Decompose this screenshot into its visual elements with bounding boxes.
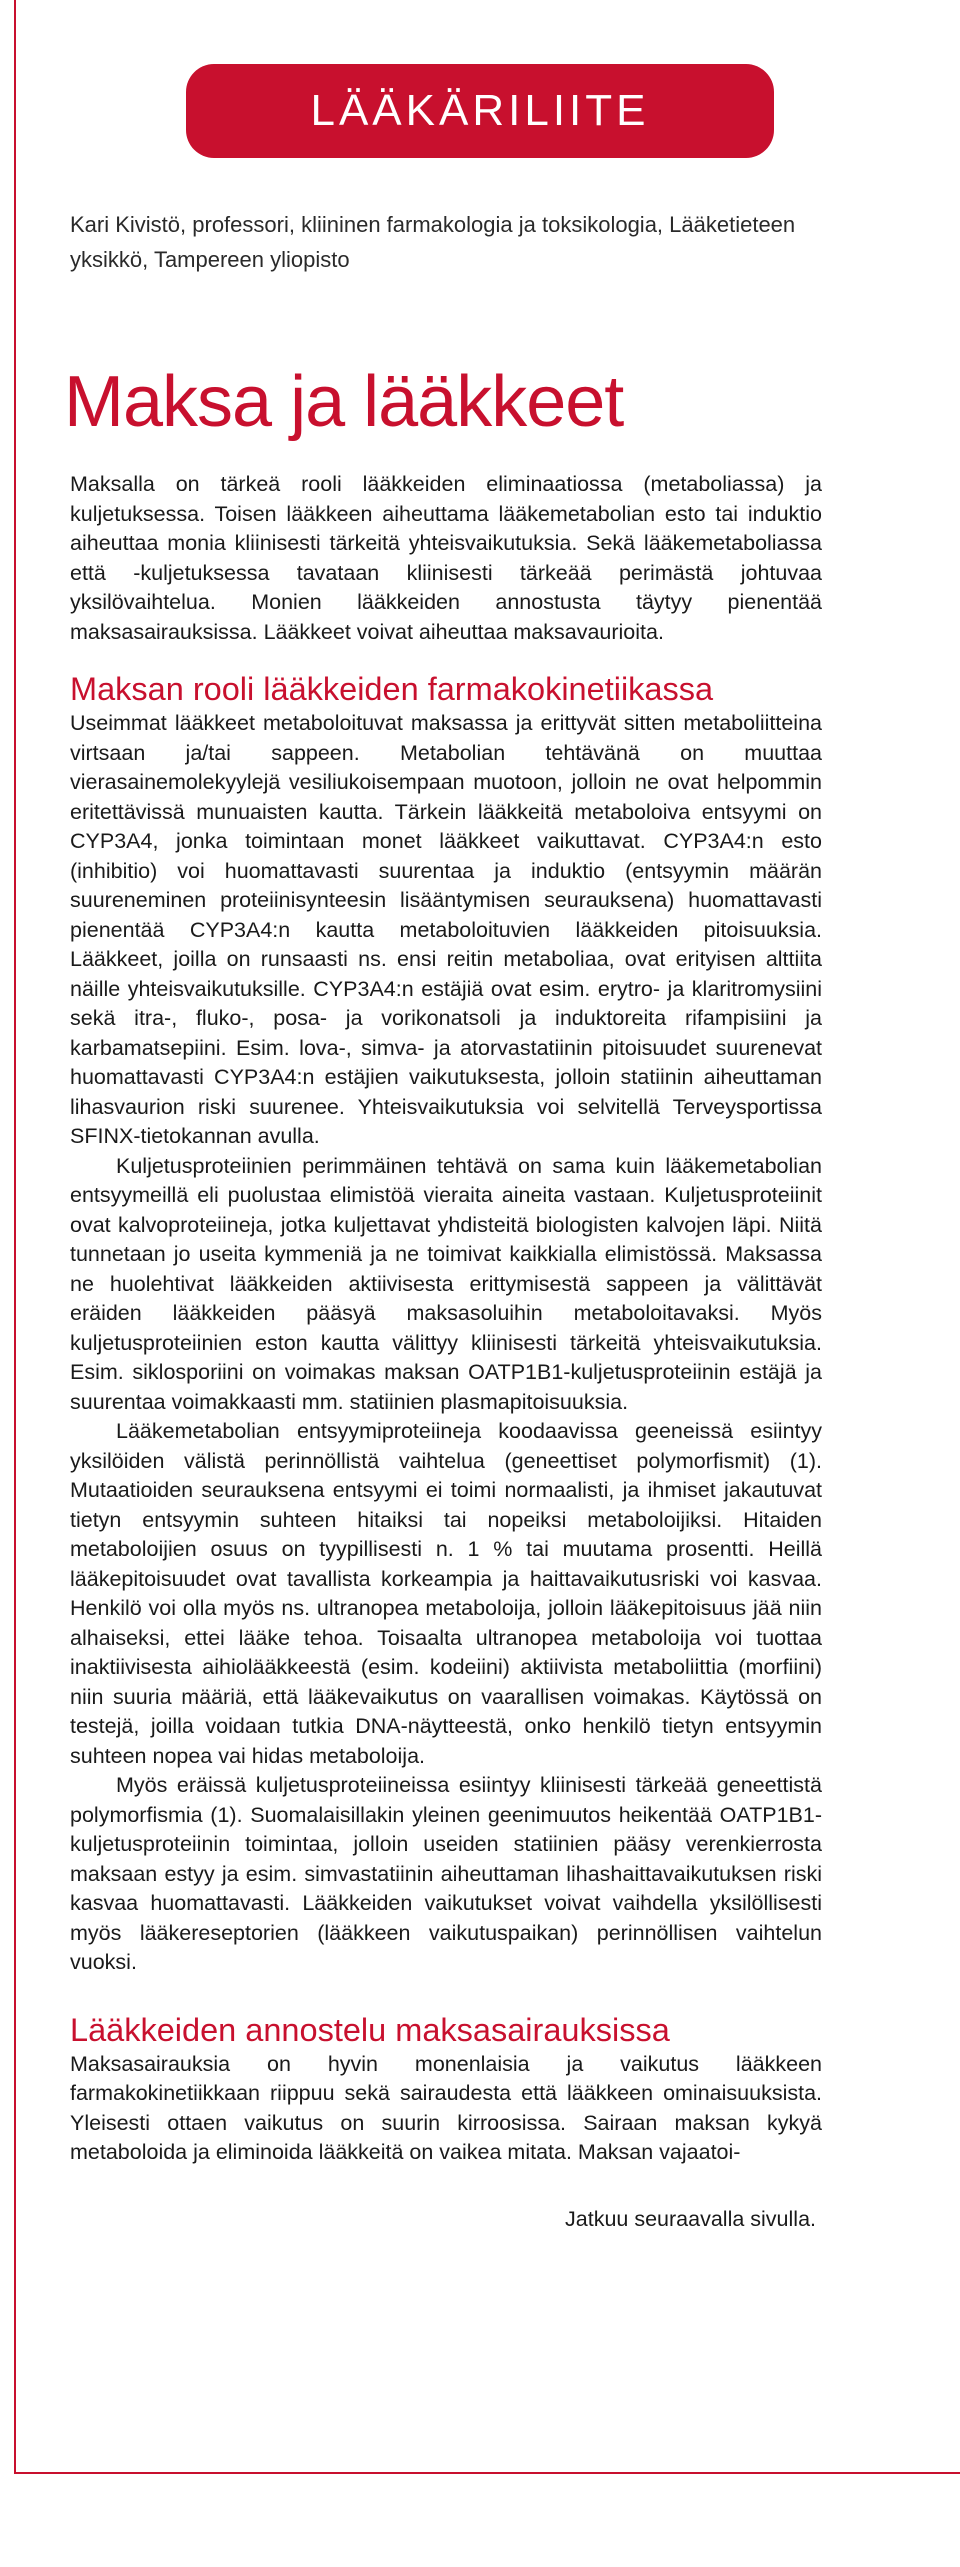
body-paragraph: Myös eräissä kuljetusproteiineissa esiintyy kliinisesti tärkeää geneettistä polymorfismia (1). Suomalaisillakin yleinen geenimuutos heikentää OATP1B1-kuljetusproteiinin toimintaa, jolloin useiden statiinien pääsy verenkierrosta maksaan estyy ja esim. simvastatiinin aiheuttaman lihashaittavaikutuksen riski kasvaa huomattavasti. Lääkkeiden vaikutukset voivat vaihdella yksilöllisesti myös lääkereseptorien (lääkkeen vaikutuspaikan) perinnöllisen vaihtelun vuoksi. <box>70 1773 822 1974</box>
intro-paragraph: Maksalla on tärkeä rooli lääkkeiden eliminaatiossa (metaboliassa) ja kuljetuksessa. Toisen lääkkeen aiheuttama lääkemetabolian esto tai induktio aiheuttaa monia kliinisesti tärkeitä yhteisvaikutuksia. Sekä lääkemetaboliassa että -kuljetuksessa tavataan kliinisesti tärkeää perimästä johtuvaa yksilövaihtelua. Monien lääkkeiden annostusta täytyy pienentää maksasairauksissa. Lääkkeet voivat aiheuttaa maksavaurioita. <box>70 472 822 644</box>
continue-note: Jatkuu seuraavalla sivulla. <box>565 2206 816 2231</box>
page-frame-left-border <box>14 0 16 2474</box>
article-title: Maksa ja lääkkeet <box>64 362 624 442</box>
body-paragraph: Kuljetusproteiinien perimmäinen tehtävä on sama kuin lääkemetabolian entsyymeillä eli puolustaa elimistöä vieraita aineita vastaan. Kuljetusproteiinit ovat kalvoproteiineja, jotka kuljettavat yhdisteitä biologisten kalvojen läpi. Niitä tunnetaan jo useita kymmeniä ja ne toimivat kaikkialla elimistössä. Maksassa ne huolehtivat lääkkeiden aktiivisesta erittymisestä sappeen ja välittävät eräiden lääkkeiden pääsyä maksasoluihin metaboloitavaksi. Myös kuljetusproteiinien eston kautta välittyy kliinisesti tärkeitä yhteisvaikutuksia. Esim. siklosporiini on voimakas maksan OATP1B1-kuljetusproteiinin estäjä ja suurentaa voimakkaasti mm. statiinien plasmapitoisuuksia. <box>70 1153 822 1414</box>
author-byline: Kari Kivistö, professori, kliininen farmakologia ja toksikologia, Lääketieteen yksikkö, Tampereen yliopisto <box>70 212 796 272</box>
banner-label: LÄÄKÄRILIITE <box>310 86 650 135</box>
section-banner <box>186 64 774 158</box>
section-heading-farmakokinetiikka: Maksan rooli lääkkeiden farmakokinetiikassa <box>70 671 714 707</box>
section-heading-annostelu: Lääkkeiden annostelu maksasairauksissa <box>70 2011 670 2048</box>
page-frame-bottom-border <box>14 2472 960 2474</box>
body-paragraph: Maksasairauksia on hyvin monenlaisia ja vaikutus lääkkeen farmakokinetiikkaan riippuu sekä sairaudesta että lääkkeen ominaisuuksista. Yleisesti ottaen vaikutus on suurin kirroosissa. Sairaan maksan kykyä metaboloida ja eliminoida lääkkeitä on vaikea mitata. Maksan vajaatoi- <box>70 2051 822 2164</box>
article-body <box>70 470 822 2234</box>
body-paragraph: Useimmat lääkkeet metaboloituvat maksassa ja erittyvät sitten metaboliitteina virtsaan ja/tai sappeen. Metabolian tehtävänä on muuttaa vierasainemolekyylejä vesiliukoisempaan muotoon, jolloin ne ovat helpommin eritettävissä munuaisten kautta. Tärkein lääkkeitä metaboloiva entsyymi on CYP3A4, jonka toimintaan monet lääkkeet vaikuttavat. CYP3A4:n esto (inhibitio) voi huomattavasti suurentaa ja induktio (entsyymin määrän suureneminen proteiinisynteesin lisääntymisen seurauksena) huomattavasti pienentää CYP3A4:n kautta metaboloituvien lääkkeiden pitoisuuksia. Lääkkeet, joilla on runsaasti ns. ensi reitin metaboliaa, ovat erityisen alttiita näille yhteisvaikutuksille. CYP3A4:n estäjiä ovat esim. erytro- ja klaritromysiini sekä itra-, fluko-, posa- ja vorikonatsoli ja induktoreita rifampisiini ja karbamatsepiini. Esim. lova-, simva- ja atorvastatiinin pitoisuudet suurenevat huomattavasti CYP3A4:n estäjien vaikutuksesta, jolloin statiinin aiheuttaman lihasvaurion riski suurenee. Yhteisvaikutuksia voi selvitellä Terveysportissa SFINX-tietokannan avulla. <box>70 711 822 1148</box>
body-paragraph: Lääkemetabolian entsyymiproteiineja koodaavissa geeneissä esiintyy yksilöiden välistä perinnöllistä vaihtelua (geneettiset polymorfismit) (1). Mutaatioiden seurauksena entsyymi ei toimi normaalisti, ja ihmiset jakautuvat tietyn entsyymin suhteen hitaiksi tai nopeiksi metaboloijiksi. Hitaiden metaboloijien osuus on tyypillisesti n. 1 % tai muutama prosentti. Heillä lääkepitoisuudet ovat tavallista korkeampia ja haittavaikutusriski voi kasvaa. Henkilö voi olla myös ns. ultranopea metaboloija, jolloin lääkepitoisuus jää niin alhaiseksi, ettei lääke tehoa. Toisaalta ultranopea metaboloija voi tuottaa inaktiivisesta aihiolääkkeestä (esim. kodeiini) aktiivista metaboliittia (morfiini) niin suuria määriä, että lääkevaikutus on vaarallisen voimakas. Käytössä on testejä, joilla voidaan tutkia DNA-näytteestä, onko henkilö tietyn entsyymin suhteen nopea vai hidas metaboloija. <box>70 1419 822 1768</box>
